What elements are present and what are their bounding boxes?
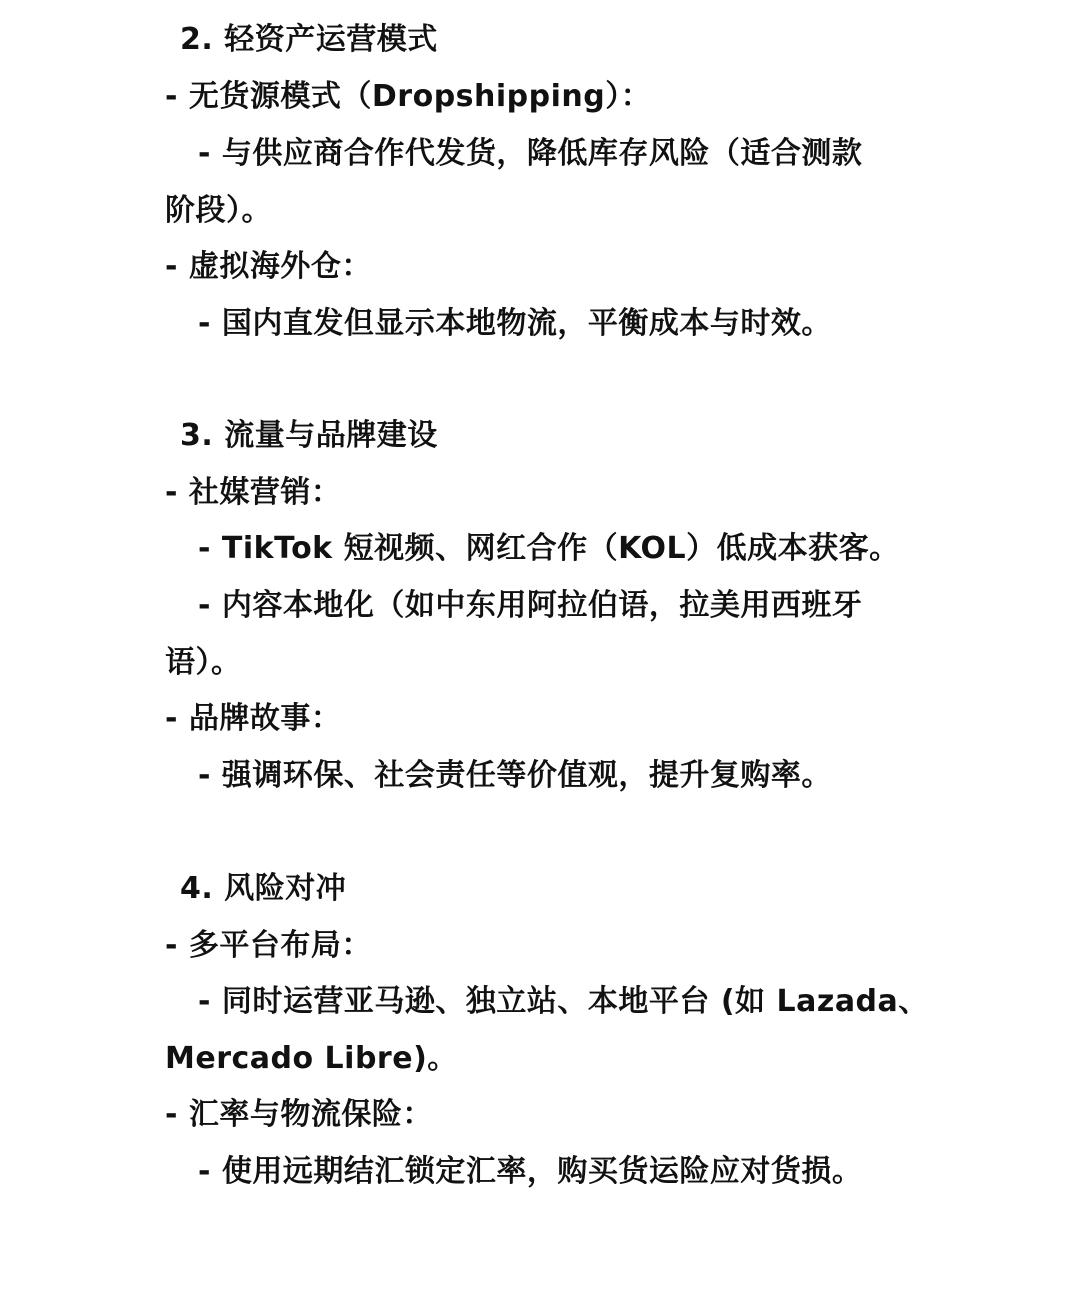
bullet-item: - 无货源模式（Dropshipping）：: [165, 79, 652, 114]
bullet-item: - 品牌故事：: [165, 701, 342, 736]
section-heading: 3. 流量与品牌建设: [180, 418, 438, 453]
section-heading: 4. 风险对冲: [180, 871, 347, 906]
wrapped-line: 阶段）。: [165, 193, 272, 228]
sub-bullet-item: - 使用远期结汇锁定汇率，购买货运险应对货损。: [198, 1154, 863, 1189]
wrapped-line: Mercado Libre)。: [165, 1041, 458, 1076]
section-heading: 2. 轻资产运营模式: [180, 22, 438, 57]
bullet-item: - 汇率与物流保险：: [165, 1097, 433, 1132]
bullet-item: - 社媒营销：: [165, 475, 342, 510]
sub-bullet-item: - 强调环保、社会责任等价值观，提升复购率。: [198, 758, 832, 793]
sub-bullet-item: - 内容本地化（如中东用阿拉伯语，拉美用西班牙: [198, 588, 863, 623]
bullet-item: - 虚拟海外仓：: [165, 249, 372, 284]
sub-bullet-item: - 国内直发但显示本地物流，平衡成本与时效。: [198, 306, 832, 341]
sub-bullet-item: - 同时运营亚马逊、独立站、本地平台 (如 Lazada、: [198, 984, 929, 1019]
bullet-item: - 多平台布局：: [165, 928, 372, 963]
wrapped-line: 语）。: [165, 645, 242, 680]
sub-bullet-item: - TikTok 短视频、网红合作（KOL）低成本获客。: [198, 531, 900, 566]
sub-bullet-item: - 与供应商合作代发货，降低库存风险（适合测款: [198, 136, 863, 171]
